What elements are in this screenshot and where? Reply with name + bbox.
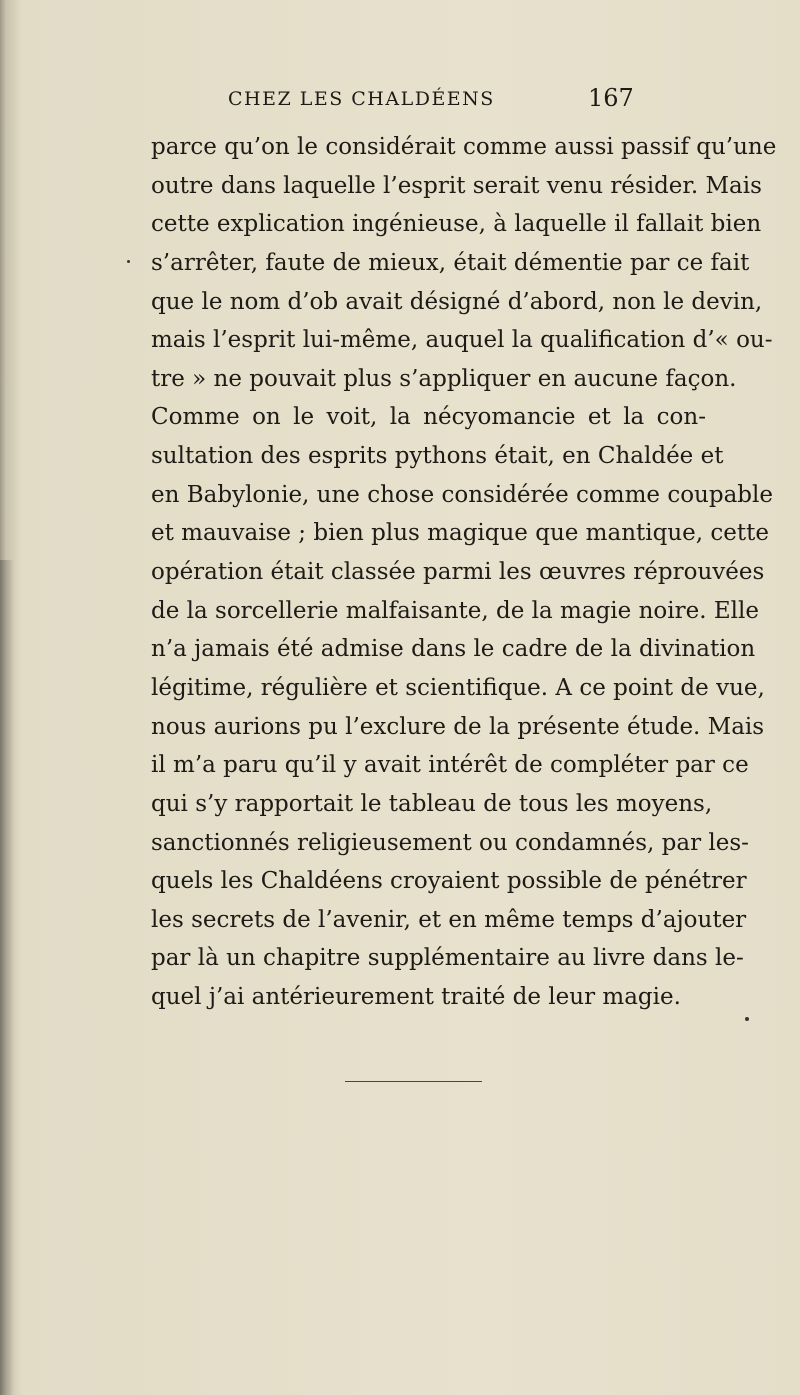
text-line: opération était classée parmi les œuvres réprouvées	[151, 559, 765, 586]
running-head-title: CHEZ LES CHALDÉENS	[228, 88, 495, 110]
text-line: quels les Chaldéens croyaient possible de pénétrer	[151, 868, 747, 895]
text-line: cette explication ingénieuse, à laquelle il fallait bien	[151, 211, 762, 238]
text-line: les secrets de l’avenir, et en même temps d’ajouter	[151, 906, 747, 933]
text-line: Comme on le voit, la nécyomancie et la con-	[151, 404, 706, 431]
text-line: sultation des esprits pythons était, en Chaldée et	[151, 443, 724, 470]
text-line: nous aurions pu l’exclure de la présente étude. Mais	[151, 713, 765, 740]
binding-shadow	[0, 560, 14, 1395]
text-line: il m’a paru qu’il y avait intérêt de compléter par ce	[151, 752, 749, 779]
text-line: en Babylonie, une chose considérée comme coupable	[151, 481, 773, 508]
text-line: quel j’ai antérieurement traité de leur magie.	[151, 984, 681, 1011]
text-line: parce qu’on le considérait comme aussi passif qu’une	[151, 134, 777, 160]
text-line: tre » ne pouvait plus s’appliquer en aucune façon.	[151, 365, 737, 392]
text-line: que le nom d’ob avait désigné d’abord, non le devin,	[151, 288, 763, 315]
page-number: 167	[588, 84, 634, 112]
text-line: s’arrêter, faute de mieux, était démentie par ce fait	[151, 249, 750, 276]
body-text	[151, 128, 777, 1017]
running-head	[0, 84, 800, 118]
text-line: par là un chapitre supplémentaire au livre dans le-	[151, 945, 744, 972]
text-line: n’a jamais été admise dans le cadre de la divination	[151, 636, 756, 663]
text-line: outre dans laquelle l’esprit serait venu résider. Mais	[151, 172, 762, 199]
text-line: de la sorcellerie malfaisante, de la magie noire. Elle	[151, 597, 759, 624]
text-line: qui s’y rapportait le tableau de tous les moyens,	[151, 790, 713, 817]
ink-speck	[745, 1017, 749, 1021]
text-line: légitime, régulière et scientifique. A ce point de vue,	[151, 674, 765, 701]
closing-rule	[345, 1081, 482, 1082]
text-line: mais l’esprit lui-même, auquel la qualification d’« ou-	[151, 327, 773, 354]
text-line: sanctionnés religieusement ou condamnés, par les-	[151, 829, 749, 856]
ink-speck	[127, 260, 130, 263]
text-line: et mauvaise ; bien plus magique que mantique, cette	[151, 520, 769, 547]
